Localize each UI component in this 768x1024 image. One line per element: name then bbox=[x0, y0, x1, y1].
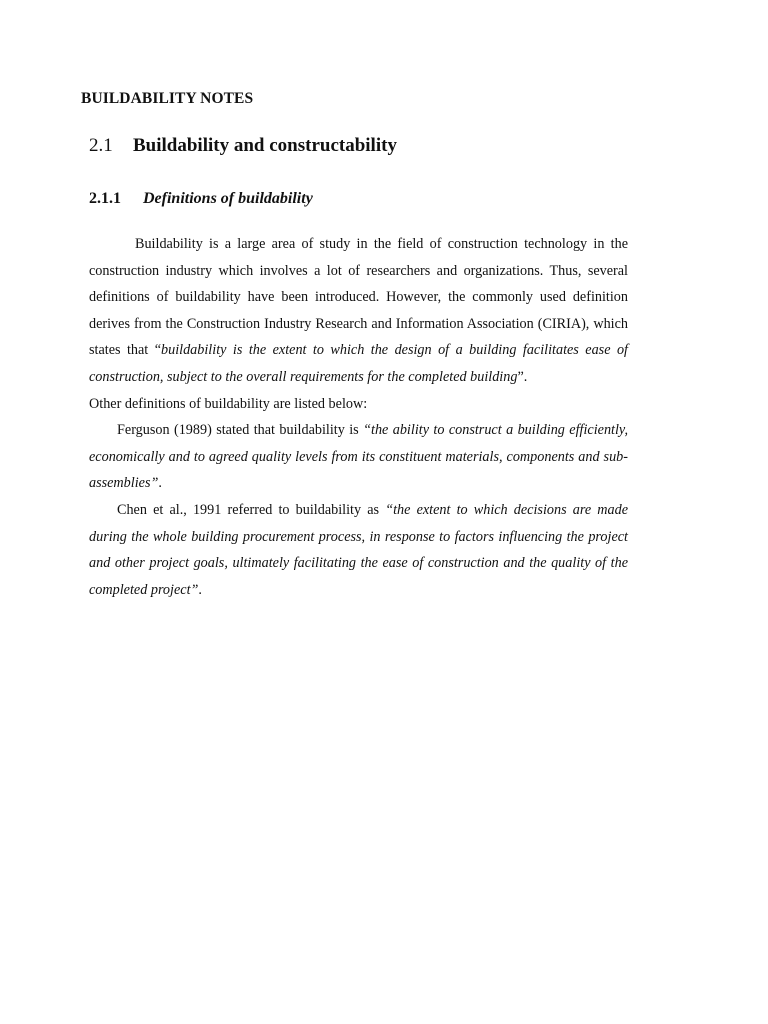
ferguson-definition-quote: “the ability to construct a building efficiently, economically and to agreed quality levels from its constituent materials, components and sub-assemblies” bbox=[89, 422, 628, 492]
paragraph-intro-text: Buildability is a large area of study in the field of construction technology in the construction industry which involves a lot of researchers and organizations. Thus, several definitions of buildability have been introduced. However, the commonly used definition derives from the Construction Industry Research and Information Association (CIRIA), which states that “ bbox=[89, 236, 628, 359]
document-title: BUILDABILITY NOTES bbox=[81, 90, 254, 107]
paragraph-list-intro: Other definitions of buildability are listed below: bbox=[89, 395, 368, 412]
paragraph-ferguson bbox=[89, 417, 628, 497]
subsection-number: 2.1.1 bbox=[89, 190, 121, 207]
paragraph-chen-text: Chen et al., 1991 referred to buildability as bbox=[117, 501, 386, 518]
paragraph-chen bbox=[89, 497, 628, 603]
section-heading bbox=[89, 135, 397, 157]
paragraph-chen-end: . bbox=[198, 581, 202, 598]
paragraph-intro bbox=[89, 231, 628, 391]
chen-definition-quote: “the extent to which decisions are made during the whole building procurement process, in response to factors influencing the project and other project goals, ultimately facilitating the ease of construction and the quality of the completed project” bbox=[89, 501, 628, 598]
section-number: 2.1 bbox=[89, 135, 113, 156]
subsection-title: Definitions of buildability bbox=[143, 190, 313, 207]
body-text bbox=[89, 231, 628, 603]
ciria-definition-quote: buildability is the extent to which the design of a building facilitates ease of construction, subject to the overall requirements for the completed building bbox=[89, 342, 628, 385]
subsection-heading bbox=[89, 190, 313, 208]
paragraph-ferguson-text: Ferguson (1989) stated that buildability is bbox=[117, 422, 364, 439]
paragraph-ferguson-end: . bbox=[158, 475, 162, 492]
section-title: Buildability and constructability bbox=[133, 135, 397, 156]
paragraph-intro-end: ”. bbox=[517, 368, 528, 385]
